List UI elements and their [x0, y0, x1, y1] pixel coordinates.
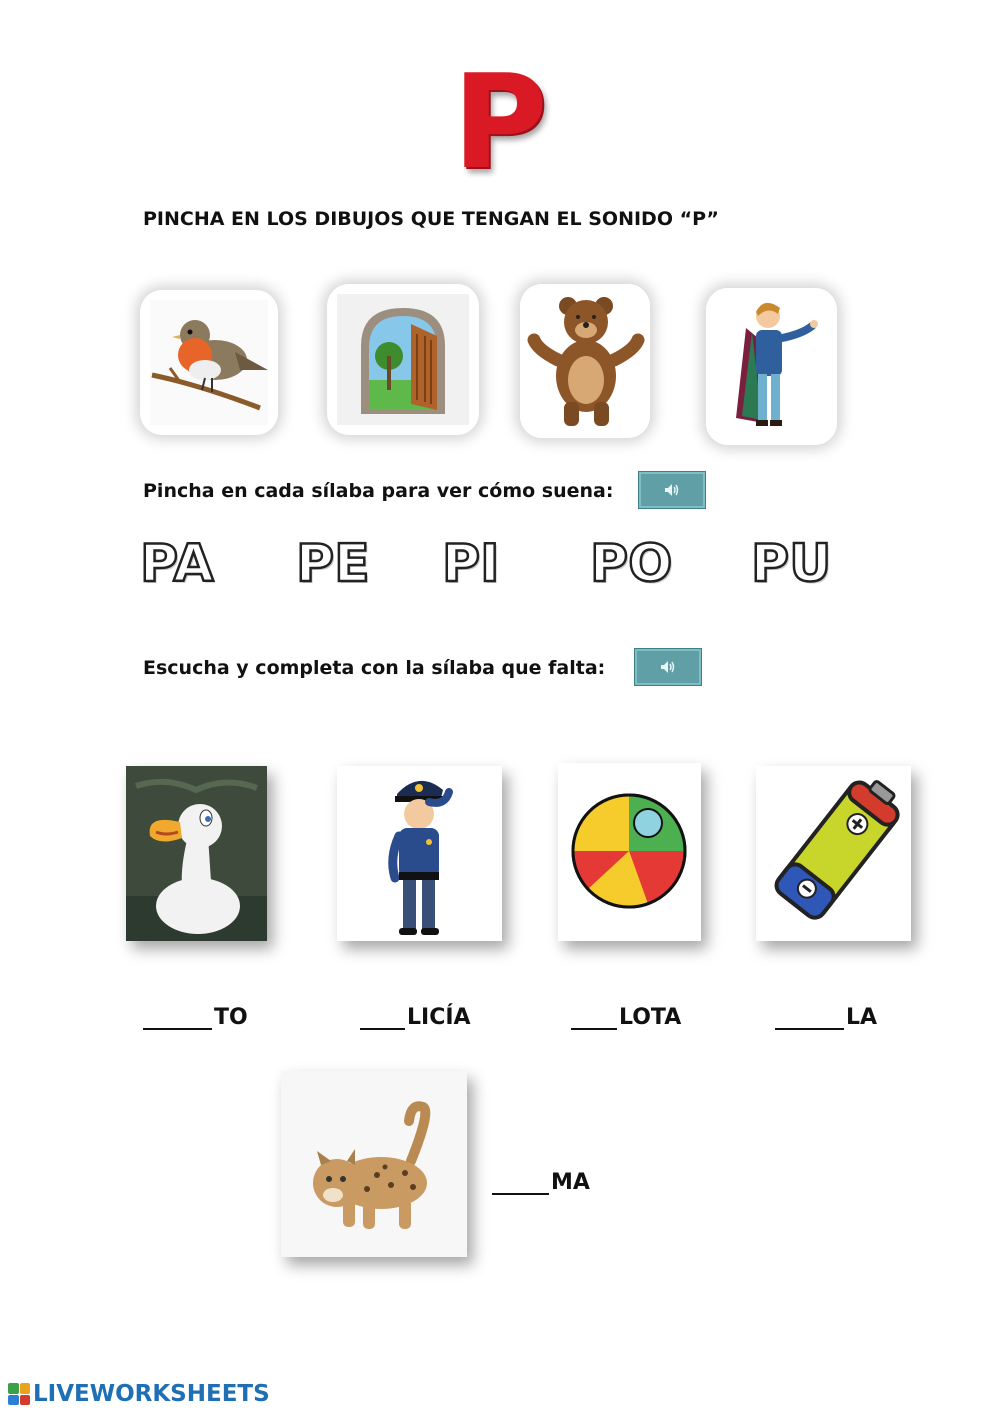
blank-police-input[interactable]: [360, 1006, 405, 1030]
image-card-bear[interactable]: [520, 284, 650, 438]
image-card-door[interactable]: [327, 284, 479, 435]
suffix-battery: LA: [846, 1005, 878, 1030]
syllables-sound-button[interactable]: [638, 471, 706, 509]
suffix-puma: MA: [551, 1170, 590, 1195]
logo-mark-icon: [8, 1383, 30, 1405]
suffix-ball: LOTA: [619, 1005, 682, 1030]
puma-icon: [281, 1071, 467, 1257]
suffix-police: LICÍA: [407, 1005, 471, 1030]
syllable-pi[interactable]: PI: [442, 534, 500, 594]
picture-battery: [756, 766, 911, 941]
blank-ball-input[interactable]: [571, 1006, 617, 1030]
duck-icon: [126, 766, 267, 941]
bear-icon: [520, 284, 650, 438]
syllable-pu[interactable]: PU: [751, 534, 832, 594]
blank-row-duck: [143, 1006, 248, 1030]
door-icon: [327, 284, 479, 435]
syllable-pe[interactable]: PE: [296, 534, 370, 594]
ball-icon: [558, 763, 701, 941]
picture-duck: [126, 766, 267, 941]
speaker-icon: [664, 483, 680, 497]
syllable-po[interactable]: PO: [590, 534, 673, 594]
suffix-duck: TO: [214, 1005, 248, 1030]
liveworksheets-logo[interactable]: [8, 1381, 270, 1407]
section3-instruction: Escucha y completa con la sílaba que falta:: [143, 657, 606, 679]
blank-battery-input[interactable]: [775, 1006, 844, 1030]
image-card-prince[interactable]: [706, 288, 837, 445]
blank-duck-input[interactable]: [143, 1006, 212, 1030]
speaker-icon: [660, 660, 676, 674]
title-letter: P: [452, 46, 548, 198]
picture-ball: [558, 763, 701, 941]
blank-row-battery: [775, 1006, 877, 1030]
robin-bird-icon: [140, 290, 278, 435]
battery-icon: [756, 766, 911, 941]
blank-puma-input[interactable]: [492, 1171, 549, 1195]
complete-sound-button[interactable]: [634, 648, 702, 686]
blank-row-puma: [492, 1171, 590, 1195]
picture-puma: [281, 1071, 467, 1257]
logo-text: LIVEWORKSHEETS: [33, 1381, 270, 1407]
prince-icon: [706, 288, 837, 445]
police-officer-icon: [337, 766, 502, 941]
blank-row-ball: [571, 1006, 681, 1030]
image-card-robin[interactable]: [140, 290, 278, 435]
blank-row-police: [360, 1006, 471, 1030]
syllable-pa[interactable]: PA: [140, 534, 214, 594]
picture-police: [337, 766, 502, 941]
section1-instruction: PINCHA EN LOS DIBUJOS QUE TENGAN EL SONIDO “P”: [143, 208, 719, 230]
section2-instruction: Pincha en cada sílaba para ver cómo suena:: [143, 480, 614, 502]
